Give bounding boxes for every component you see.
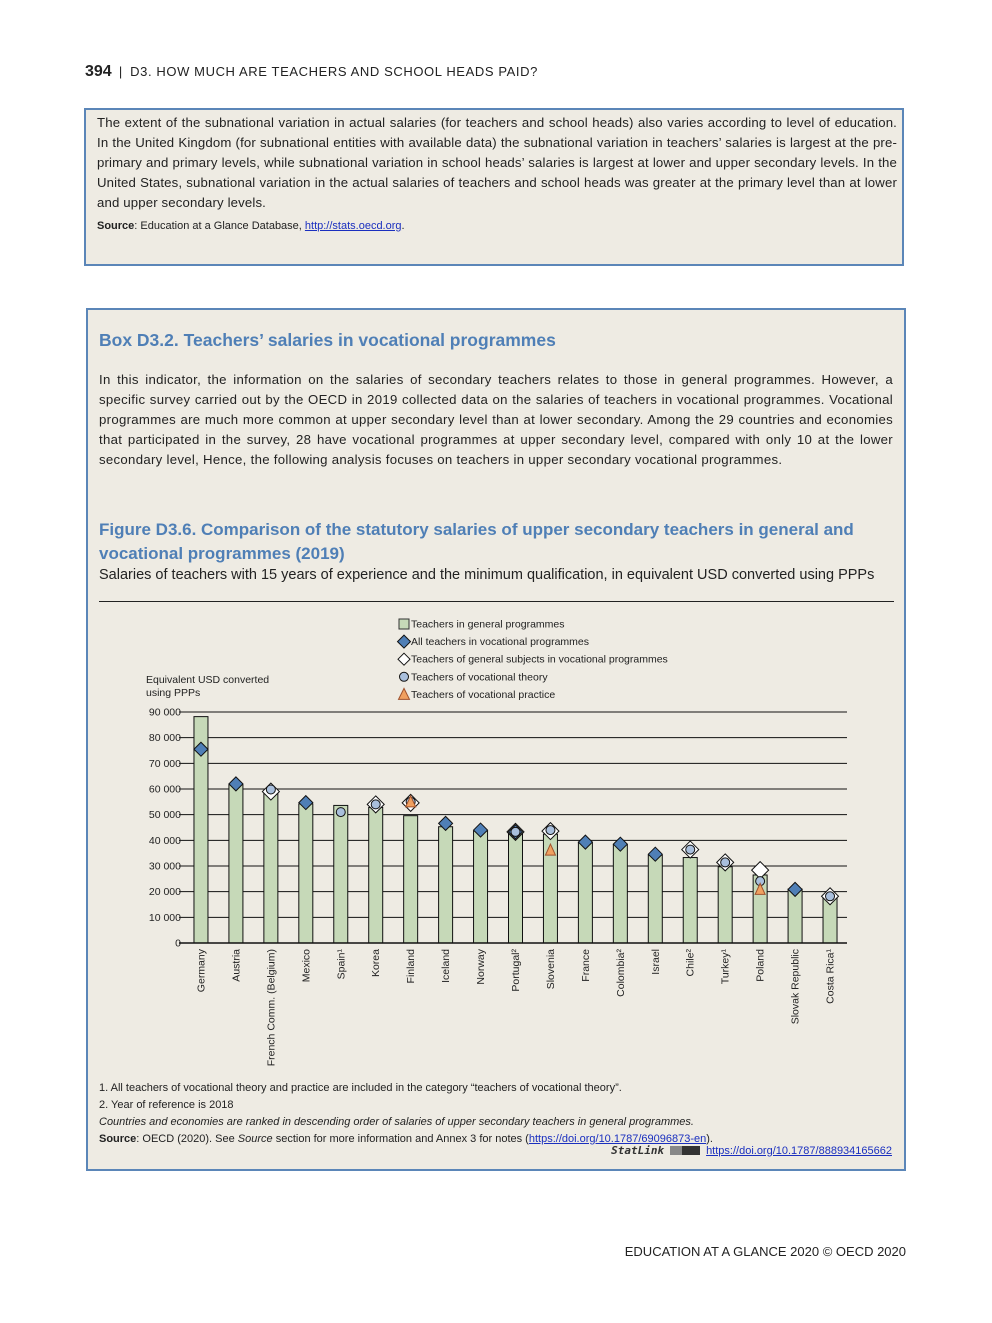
x-tick-label: Turkey¹ bbox=[719, 949, 732, 985]
figure-source-end: ). bbox=[706, 1133, 713, 1145]
y-tick-label: 90 000 bbox=[148, 706, 181, 719]
x-tick-label: Costa Rica¹ bbox=[824, 949, 837, 1004]
box2-paragraph: In this indicator, the information on the salaries of secondary teachers relates to those in general programmes. However, a specific survey carried out by the OECD in 2019 collected data on the salaries of teachers in vocational programmes. Vocational programmes are much more common at upper secondary level than at lower secondary. Among the 29 countries and economies that participated in the survey, 28 have vocational programmes at upper secondary level, compared with only 10 at the lower secondary level, Hence, the following analysis focuses on teachers in upper secondary vocational programmes. bbox=[99, 372, 893, 467]
note-2: 2. Year of reference is 2018 bbox=[99, 1099, 234, 1111]
y-tick-label: 50 000 bbox=[148, 809, 181, 822]
box1-paragraph: The extent of the subnational variation in actual salaries (for teachers and school heads) also varies according to level of education. In the United Kingdom (for subnational entities with available data) the subnational variation in teachers’ salaries is largest at the pre-primary and primary levels, while subnational variation in school heads’ salaries is largest at lower and upper secondary levels. In the United States, subnational variation in the actual salaries of teachers and school heads was greater at the primary level than at lower and upper secondary levels. bbox=[97, 115, 897, 210]
x-tick-label: French Comm. (Belgium) bbox=[265, 949, 278, 1067]
figure-subtitle: Salaries of teachers with 15 years of experience and the minimum qualification, in equivalent USD converted using PPPs bbox=[99, 567, 875, 583]
legend-marker-triangle bbox=[399, 688, 410, 699]
marker-circle-14 bbox=[686, 845, 695, 854]
source-end: . bbox=[401, 220, 405, 232]
x-tick-label: Norway bbox=[475, 949, 488, 985]
figure-title: Figure D3.6. Comparison of the statutory salaries of upper secondary teachers in general and vocational programmes (2019) bbox=[99, 520, 854, 563]
bar-general-1 bbox=[229, 785, 243, 943]
bar-general-15 bbox=[718, 867, 732, 943]
marker-circle-9 bbox=[511, 827, 520, 836]
legend-marker-diamond-open bbox=[398, 653, 410, 665]
y-tick-label: 10 000 bbox=[148, 911, 181, 924]
x-tick-label: Mexico bbox=[300, 949, 313, 983]
x-tick-label: Austria bbox=[230, 949, 243, 982]
marker-circle-15 bbox=[721, 858, 730, 867]
y-axis-label: using PPPs bbox=[146, 687, 201, 699]
x-tick-label: Germany bbox=[195, 949, 208, 993]
legend-marker-bar bbox=[399, 619, 409, 629]
subnational-variation-box bbox=[84, 108, 904, 266]
bar-general-17 bbox=[788, 889, 802, 943]
bar-general-3 bbox=[299, 804, 313, 943]
ranking-note: Countries and economies are ranked in descending order of salaries of upper secondary teachers in general programmes. bbox=[99, 1116, 694, 1128]
legend-label: Teachers in general programmes bbox=[411, 618, 565, 631]
legend-marker-circle bbox=[400, 672, 409, 681]
figure-source-mid: section for more information and Annex 3 for notes ( bbox=[272, 1133, 529, 1145]
x-tick-label: Slovenia bbox=[544, 949, 557, 990]
x-tick-label: Israel bbox=[649, 949, 662, 975]
figure-source-pre: : OECD (2020). See bbox=[136, 1133, 238, 1145]
x-tick-label: Slovak Republic bbox=[789, 949, 802, 1025]
x-tick-label: Iceland bbox=[440, 949, 453, 983]
statlink bbox=[611, 1144, 892, 1157]
box1-source bbox=[97, 220, 405, 232]
bar-general-13 bbox=[648, 855, 662, 943]
source-label: Source bbox=[97, 220, 135, 232]
legend-label: Teachers of vocational practice bbox=[411, 688, 556, 701]
statlink-url[interactable]: https://doi.org/10.1787/888934165662 bbox=[706, 1144, 892, 1157]
x-tick-label: France bbox=[579, 949, 592, 982]
marker-circle-2 bbox=[266, 785, 275, 794]
y-tick-label: 40 000 bbox=[148, 834, 181, 847]
figure-source-italic: Source bbox=[237, 1133, 273, 1145]
legend-label: Teachers of general subjects in vocational programmes bbox=[411, 653, 668, 666]
bar-general-5 bbox=[369, 807, 383, 943]
page-header bbox=[85, 63, 538, 81]
y-tick-label: 70 000 bbox=[148, 757, 181, 770]
y-tick-label: 20 000 bbox=[148, 886, 181, 899]
statlink-label: StatLink bbox=[611, 1144, 665, 1157]
y-tick-label: 0 bbox=[175, 937, 181, 950]
legend-label: All teachers in vocational programmes bbox=[411, 636, 589, 649]
marker-circle-10 bbox=[546, 826, 555, 835]
bar-general-6 bbox=[404, 816, 418, 943]
y-tick-label: 80 000 bbox=[148, 732, 181, 745]
x-tick-label: Chile² bbox=[684, 949, 697, 977]
figure-source-label: Source bbox=[99, 1133, 137, 1145]
salary-chart bbox=[88, 310, 904, 1170]
source-link[interactable]: http://stats.oecd.org bbox=[304, 220, 402, 232]
figure-notes bbox=[99, 1080, 713, 1148]
bar-general-7 bbox=[439, 827, 453, 943]
header-separator: | bbox=[118, 64, 123, 79]
legend-marker-diamond bbox=[398, 635, 411, 648]
page-number: 394 bbox=[85, 63, 112, 80]
note-1: 1. All teachers of vocational theory and practice are included in the category “teachers of vocational theory”. bbox=[99, 1082, 622, 1094]
section-title: D3. HOW MUCH ARE TEACHERS AND SCHOOL HEADS PAID? bbox=[130, 64, 538, 79]
page-footer: EDUCATION AT A GLANCE 2020 © OECD 2020 bbox=[624, 1244, 906, 1259]
statlink-icon bbox=[670, 1146, 700, 1155]
x-tick-label: Poland bbox=[754, 949, 767, 982]
marker-circle-18 bbox=[826, 892, 835, 901]
x-tick-label: Portugal² bbox=[510, 949, 522, 992]
figure-source-link[interactable]: https://doi.org/10.1787/69096873-en bbox=[528, 1133, 707, 1145]
bar-general-14 bbox=[683, 858, 697, 943]
source-text: : Education at a Glance Database, bbox=[134, 220, 305, 232]
marker-circle-5 bbox=[371, 800, 380, 809]
legend-label: Teachers of vocational theory bbox=[411, 671, 548, 684]
bar-general-9 bbox=[509, 833, 523, 943]
y-axis-label: Equivalent USD converted bbox=[146, 674, 270, 686]
box-title: Box D3.2. Teachers’ salaries in vocational programmes bbox=[99, 330, 556, 350]
x-tick-label: Finland bbox=[405, 949, 418, 984]
bar-general-11 bbox=[578, 842, 592, 943]
x-tick-label: Colombia² bbox=[614, 949, 627, 997]
bar-general-8 bbox=[474, 831, 488, 943]
bar-general-12 bbox=[613, 845, 627, 943]
marker-circle-4 bbox=[336, 808, 345, 817]
bar-general-2 bbox=[264, 793, 278, 943]
y-tick-label: 60 000 bbox=[148, 783, 181, 796]
bar-general-4 bbox=[334, 805, 348, 943]
y-tick-label: 30 000 bbox=[148, 860, 181, 873]
x-tick-label: Spain¹ bbox=[335, 949, 348, 980]
vocational-salaries-box bbox=[86, 308, 906, 1171]
x-tick-label: Korea bbox=[370, 949, 383, 978]
